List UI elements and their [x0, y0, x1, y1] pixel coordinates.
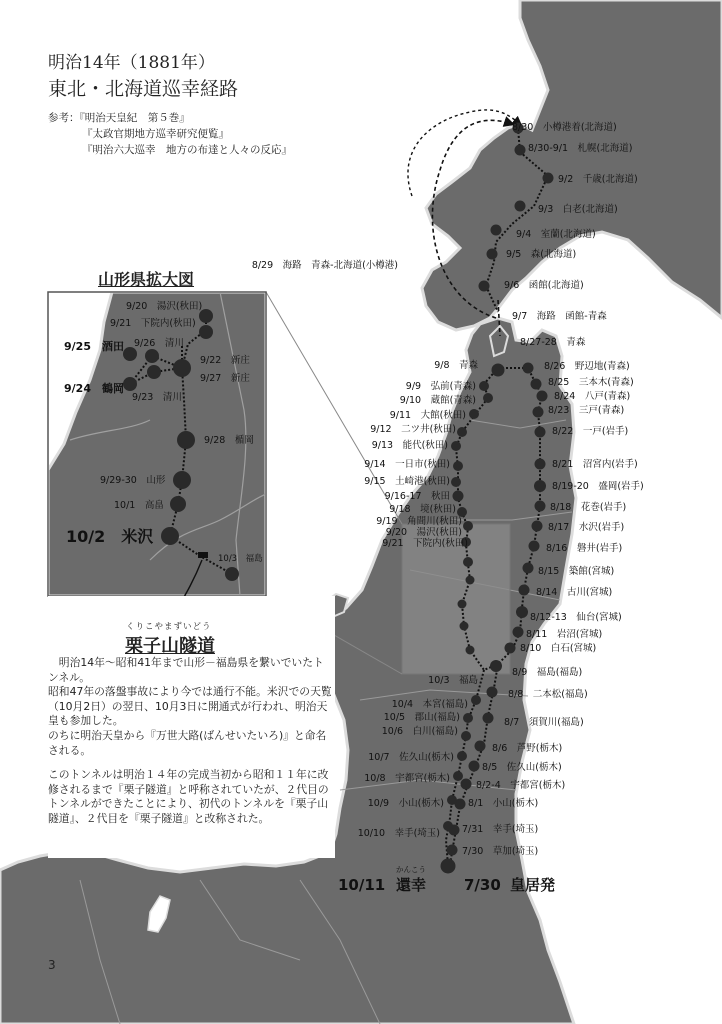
tunnel-ruby: くりこやまずいどう — [126, 622, 212, 632]
label-911: 9/11 大館(秋田) — [389, 410, 466, 421]
label-97: 9/7 海路 函館-青森 — [512, 311, 607, 322]
node-oyama-w — [447, 795, 457, 805]
label-821: 8/21 沼宮内(岩手) — [552, 459, 638, 470]
node-sakuyama-e — [469, 761, 480, 772]
label-826: 8/26 野辺地(青森) — [544, 361, 630, 372]
node-nihonmatsu — [487, 687, 498, 698]
node-satte-w — [443, 821, 453, 831]
inset-node-kiyokawa-a — [145, 349, 159, 363]
label-822: 8/22 一戸(岩手) — [552, 426, 629, 437]
label-920: 9/20 湯沢(秋田) — [385, 527, 462, 538]
node-y1 — [466, 576, 475, 585]
page-number: 3 — [48, 958, 56, 972]
label-81: 8/1 小山(栃木) — [468, 798, 539, 809]
label-104: 10/4 本宮(福島) — [391, 699, 468, 710]
zoom-connector-top — [266, 292, 402, 524]
node-sannohe — [533, 407, 544, 418]
inset-node-sakata — [123, 347, 137, 361]
inset-title: 山形県拡大図 — [98, 270, 195, 289]
inset-label-924: 9/24 鶴岡 — [64, 382, 124, 395]
inset-label-102: 10/2 米沢 — [66, 527, 154, 546]
node-soka — [447, 845, 458, 856]
node-hachinohe — [537, 391, 548, 402]
node-fukushima — [490, 660, 502, 672]
node-sanbongi — [531, 379, 542, 390]
node-iwai — [529, 541, 540, 552]
node-morioka — [534, 480, 546, 492]
tunnel-para-2: 昭和47年の落盤事故により今では通行不能。米沢での天覧（10月2日）の翌日、10月3日に開通式が行われ、明治天皇も参加した。 — [48, 685, 332, 728]
inset-label-921: 9/21 下院内(秋田) — [110, 318, 196, 329]
label-912: 9/12 二ツ井(秋田) — [370, 424, 456, 435]
reference-1: 参考：『明治天皇紀 第５巻』 — [48, 112, 190, 124]
label-107: 10/7 佐久山(栃木) — [368, 752, 454, 763]
label-86: 8/6 芦野(栃木) — [492, 743, 563, 754]
node-sukagawa — [483, 713, 494, 724]
label-109: 10/9 小山(栃木) — [367, 798, 444, 809]
node-numakunai — [535, 459, 546, 470]
inset-node-shinjo — [173, 359, 191, 377]
inset-label-928: 9/28 楯岡 — [204, 435, 254, 446]
node-y2 — [458, 600, 467, 609]
label-85: 8/5 佐久山(栃木) — [482, 762, 562, 773]
label-98: 9/8 青森 — [434, 360, 478, 371]
tunnel-para-3: のちに明治天皇から『万世大路(ばんせいたいろ)』と命名される。 — [48, 728, 327, 757]
yamagata-inset — [48, 292, 266, 622]
label-919: 9/19 角間川(秋田) — [376, 516, 462, 527]
label-94: 9/4 室蘭(北海道) — [516, 229, 596, 240]
label-815: 8/15 築館(宮城) — [538, 566, 615, 577]
node-tsuchizaki — [451, 477, 461, 487]
node-hanamaki — [535, 501, 546, 512]
label-108: 10/8 宇都宮(栃木) — [364, 773, 450, 784]
label-829: 8/29 海路 青森-北海道(小樽港) — [251, 260, 398, 271]
node-shiraoi — [515, 201, 526, 212]
label-914: 9/14 一日市(秋田) — [364, 459, 450, 470]
tunnel-marker — [198, 552, 208, 558]
tunnel-description — [48, 656, 333, 827]
inset-node-fukushima — [225, 567, 239, 581]
inset-label-927: 9/27 新庄 — [200, 373, 250, 384]
label-106: 10/6 白川(福島) — [381, 726, 458, 737]
tunnel-para-4: このトンネルは明治１４年の完成当初から昭和１１年に改修されるまで『栗子隧道』と呼称されていたが、２代目のトンネルができたことにより、初代のトンネルを『栗子山隧道』、２代目を『栗子隧道』と改称された。 — [48, 768, 329, 825]
inset-node-tsuruoka — [123, 377, 137, 391]
node-utsunomiya-w — [453, 771, 463, 781]
node-ichinohe — [535, 427, 546, 438]
label-819: 8/19-20 盛岡(岩手) — [552, 481, 644, 492]
title-route: 東北・北海道巡幸経路 — [48, 78, 239, 100]
label-830-otaru: 8/30 小樽港着(北海道) — [512, 122, 617, 133]
node-mizusawa — [532, 521, 543, 532]
label-915: 9/15 土崎港(秋田) — [364, 476, 450, 487]
node-iwanuma — [513, 627, 524, 638]
label-918: 9/18 境(秋田) — [389, 504, 456, 515]
label-95: 9/5 森(北海道) — [506, 249, 577, 260]
node-tokyo — [441, 859, 456, 874]
label-810: 8/10 白石(宮城) — [520, 643, 597, 654]
end-left-label: 還幸 — [396, 876, 427, 894]
references — [48, 110, 292, 158]
label-812: 8/12-13 仙台(宮城) — [530, 612, 622, 623]
node-ikarigaseki — [483, 393, 493, 403]
node-sakuyama-w — [457, 751, 467, 761]
title-year: 明治14年（1881年） — [48, 53, 215, 73]
label-811: 8/11 岩沼(宮城) — [526, 629, 603, 640]
end-left-date: 10/11 — [338, 876, 386, 894]
node-noheji — [523, 363, 534, 374]
node-akita — [453, 491, 464, 502]
label-814: 8/14 古川(宮城) — [536, 587, 613, 598]
label-916: 9/16-17 秋田 — [384, 491, 450, 502]
node-furukawa — [519, 585, 530, 596]
reference-3: 『明治六大巡幸 地方の布達と人々の反応』 — [82, 144, 292, 156]
inset-label-926: 9/26 清川 — [134, 338, 184, 349]
tunnel-title: 栗子山隧道 — [125, 636, 215, 657]
label-830-sapporo: 8/30-9/1 札幌(北海道) — [528, 143, 633, 154]
node-shimoinnai — [463, 557, 473, 567]
node-koriyama — [463, 713, 473, 723]
node-noshiro — [451, 441, 461, 451]
label-1010: 10/10 幸手(埼玉) — [357, 828, 440, 839]
label-921: 9/21 下院内(秋田) — [382, 538, 468, 549]
label-105: 10/5 郡山(福島) — [383, 712, 460, 723]
label-82: 8/2-4 宇都宮(栃木) — [476, 780, 566, 791]
inset-node-shimoinnai — [199, 325, 213, 339]
node-hirosaki — [479, 381, 489, 391]
node-mori — [487, 249, 498, 260]
label-818: 8/18 花巻(岩手) — [550, 502, 627, 513]
node-aomori — [492, 364, 505, 377]
label-730: 7/30 草加(埼玉) — [462, 846, 539, 857]
node-muroran — [491, 225, 502, 236]
node-utsunomiya-e — [461, 779, 472, 790]
node-sapporo — [515, 145, 526, 156]
end-right-label: 皇居発 — [510, 876, 556, 894]
label-817: 8/17 水沢(岩手) — [548, 522, 625, 533]
node-y3 — [460, 622, 469, 631]
node-motomiya — [471, 695, 481, 705]
node-odate — [469, 409, 479, 419]
inset-label-103: 10/3 福島 — [218, 554, 263, 564]
node-tsukidate — [523, 563, 534, 574]
inset-node-tateoka — [177, 431, 195, 449]
label-913: 9/13 能代(秋田) — [371, 440, 448, 451]
end-left-ruby: かんこう — [396, 865, 426, 874]
label-827: 8/27-28 青森 — [520, 337, 586, 348]
label-87: 8/7 須賀川(福島) — [504, 717, 584, 728]
inset-label-922: 9/22 新庄 — [200, 355, 250, 366]
label-824: 8/24 八戸(青森) — [554, 391, 631, 402]
inset-node-takahata — [170, 496, 186, 512]
inset-node-yamagata — [173, 471, 191, 489]
node-hitoichi — [453, 461, 463, 471]
label-88: 8/8 二本松(福島) — [508, 689, 588, 700]
inset-label-925: 9/25 酒田 — [64, 340, 124, 353]
label-96: 9/6 函館(北海道) — [504, 280, 584, 291]
node-sendai — [516, 606, 528, 618]
inset-node-yonezawa — [161, 527, 179, 545]
label-93: 9/3 白老(北海道) — [538, 204, 618, 215]
inset-label-923: 9/23 清川 — [132, 392, 182, 403]
label-99: 9/9 弘前(青森) — [405, 381, 476, 392]
inset-label-920: 9/20 湯沢(秋田) — [126, 301, 203, 312]
label-910: 9/10 蔵館(青森) — [399, 395, 476, 406]
node-chitose — [543, 173, 554, 184]
node-shiroishi — [505, 643, 516, 654]
node-shirakawa — [461, 731, 471, 741]
label-103-main: 10/3 福島 — [428, 675, 478, 686]
label-89: 8/9 福島(福島) — [512, 667, 583, 678]
tunnel-para-1: 明治14年～昭和41年まで山形－福島県を繋いでいたトンネル。 — [48, 656, 324, 684]
label-92: 9/2 千歳(北海道) — [558, 174, 638, 185]
label-823: 8/23 三戸(青森) — [548, 405, 625, 416]
inset-label-929: 9/29-30 山形 — [100, 475, 166, 486]
inset-label-101: 10/1 高畠 — [114, 500, 164, 511]
node-y4 — [466, 646, 475, 655]
inset-node-kiyokawa-b — [147, 365, 161, 379]
label-731: 7/31 幸手(埼玉) — [462, 824, 539, 835]
label-825: 8/25 三本木(青森) — [548, 377, 634, 388]
node-ashino — [475, 741, 486, 752]
reference-2: 『太政官期地方巡幸研究便覧』 — [82, 128, 229, 140]
node-kakumagawa — [463, 521, 473, 531]
end-right-date: 7/30 — [464, 876, 501, 894]
label-816: 8/16 磐井(岩手) — [546, 543, 623, 554]
node-futatsui — [457, 427, 467, 437]
node-hakodate — [479, 281, 490, 292]
